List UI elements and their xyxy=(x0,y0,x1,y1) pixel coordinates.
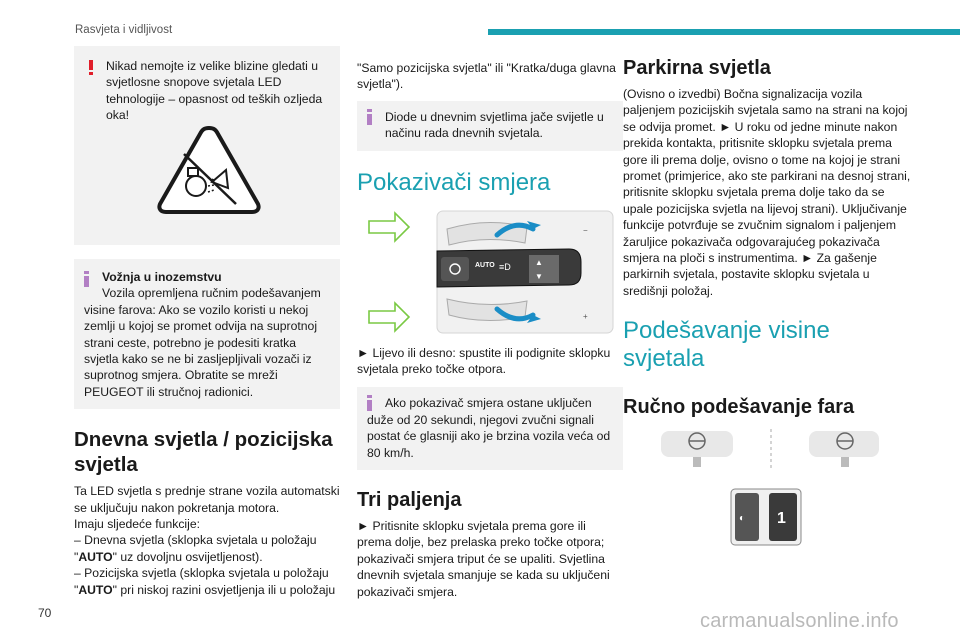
drl-intro: Ta LED svjetla s prednje strane vozila automatski se uključuju nakon pokretanja motora. xyxy=(74,484,340,515)
warning-box xyxy=(74,46,340,245)
info-icon xyxy=(367,109,373,125)
info-box-drl xyxy=(357,101,623,151)
abroad-title: Vožnja u inozemstvu xyxy=(102,270,222,284)
indicators-heading: Pokazivači smjera xyxy=(357,168,551,196)
arrow-down-icon xyxy=(369,303,409,331)
indicators-note-text: Ako pokazivač smjera ostane uključen duže od 20 sekundi, njegovi zvučni signali postat će glasniji ako je brzina vozila veća od 80 km/h. xyxy=(367,396,611,460)
abroad-text: Vozila opremljena ručnim podešavanjem visine farova: Ako se vozilo koristi u nekoj zemlji u kojoj se promet odvija na suprotnoj strani ceste, potrebno je podesiti kratka svjetla kako se ne bi zasljepljivali vozači iz suprotnog smjera. Obratite se mreži PEUGEOT ili stručnoj radionici. xyxy=(84,286,321,399)
info-box-indicators xyxy=(357,387,623,470)
svg-text:▲: ▲ xyxy=(535,257,543,267)
page-header xyxy=(0,0,960,44)
svg-text:≡D: ≡D xyxy=(499,261,511,272)
page-number: 70 xyxy=(38,606,52,620)
stalk-auto-label: AUTO xyxy=(475,261,495,269)
warning-text: Nikad nemojte iz velike blizine gledati u svjetlosne snopove svjetala LED tehnologije – opasnost od teških ozljeda oka! xyxy=(106,59,323,123)
no-eye-exposure-icon xyxy=(154,122,264,218)
parking-heading: Parkirna svjetla xyxy=(623,57,771,79)
svg-text:◐: ◐ xyxy=(739,513,746,525)
indicator-stalk-illustration xyxy=(357,207,623,337)
svg-text:−: − xyxy=(583,225,588,235)
drl-item-2: – Pozicijska svjetla (sklopka svjetala u položaju "AUTO" pri niskoj razini osvjetljenja ili u položaju xyxy=(74,566,336,597)
svg-text:▼: ▼ xyxy=(535,271,543,281)
parking-text: (Ovisno o izvedbi) Bočna signalizacija vozila paljenjem pozicijskih svjetala samo na strani na kojoj se odvija promet. ► U roku od jedne minute nakon prekida kontakta, pritisnite sklopku svjetala prema gore ili prema dolje, ovisno o tome na kojoj je strani promet (primjerice, ako ste parkirani na desnoj strani, pritisnite sklopku svjetala prema dolje tako da se upale pozicijska svjetla na lijevoj strani). Uključivanje funkcije potvrđuje se zvučnim signalom i paljenjem žaruljice pokazivača odgovarajućeg pokazivača smjera na ploči s instrumentima. ► Za gašenje parkirnih svjetala, postavite sklopku svjetala u središnji položaj. xyxy=(623,87,911,298)
arrow-up-icon xyxy=(369,213,409,241)
drl-functions: Imaju sljedeće funkcije: xyxy=(74,517,200,532)
manual-heading: Ručno podešavanje fara xyxy=(623,396,855,419)
watermark: carmanualsonline.info xyxy=(700,610,899,632)
drl-item-1: – Dnevna svjetla (sklopka svjetala u položaju "AUTO" uz dovoljnu osvijetljenost). xyxy=(74,533,317,564)
info-box-abroad xyxy=(74,259,340,409)
three-flash-text: ► Pritisnite sklopku svjetala prema gore ili prema dolje, bez prelaska preko točke otpora; pokazivači smjera triput će se upaliti. Svjetlina dnevnih svjetala smanjuje se kada su uključeni pokazivači smjera. xyxy=(357,519,610,599)
info-icon xyxy=(84,271,90,287)
drl-continuation: "Samo pozicijska svjetla" ili "Kratka/duga glavna svjetla"). xyxy=(357,61,616,92)
drl-note-text: Diode u dnevnim svjetlima jače svijetle u načinu rada dnevnih svjetala. xyxy=(385,109,604,141)
warning-icon xyxy=(88,60,94,75)
height-heading: Podešavanje visine svjetala xyxy=(623,317,830,373)
three-flash-heading: Tri paljenja xyxy=(357,489,462,512)
dial-number: 1 xyxy=(777,510,786,528)
indicators-text: ► Lijevo ili desno: spustite ili podignite sklopku svjetala preko točke otpora. xyxy=(357,345,611,377)
svg-text:+: + xyxy=(583,311,588,321)
info-icon xyxy=(367,395,373,411)
header-accent-bar xyxy=(488,29,960,35)
column-middle xyxy=(357,60,623,600)
column-left xyxy=(74,46,340,598)
column-right xyxy=(623,56,913,547)
drl-heading: Dnevna svjetla / pozicijska svjetla xyxy=(74,428,333,477)
headlamp-adjust-illustration xyxy=(659,427,879,547)
section-title: Rasvjeta i vidljivost xyxy=(75,24,173,36)
